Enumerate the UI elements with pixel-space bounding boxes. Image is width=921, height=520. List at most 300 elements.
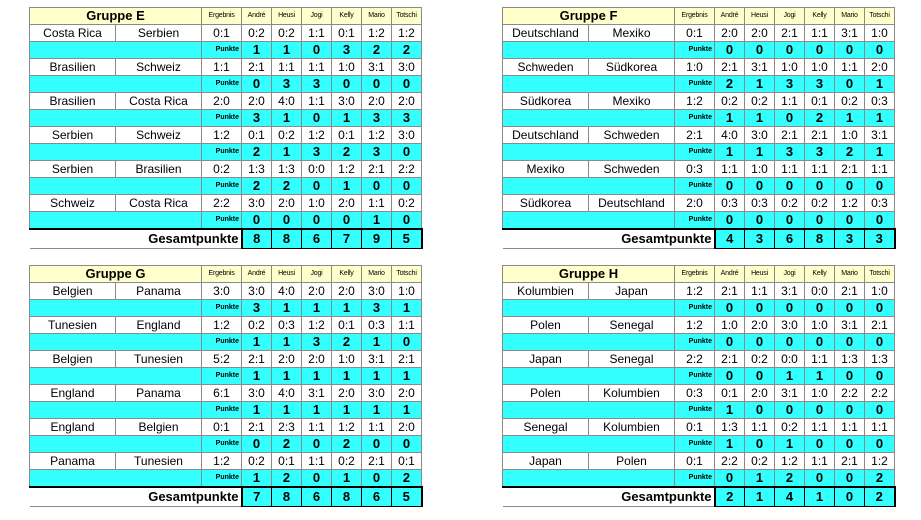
points-cell: 1: [272, 110, 302, 127]
points-cell: 1: [332, 178, 362, 195]
tip-cell: 1:1: [835, 419, 865, 436]
tip-cell: 3:0: [242, 283, 272, 300]
tip-cell: 0:2: [745, 351, 775, 368]
points-cell: 2: [332, 144, 362, 161]
points-cell: 0: [242, 436, 272, 453]
tip-cell: 2:1: [775, 25, 805, 42]
match-result: 1:2: [202, 317, 242, 334]
points-label: Punkte: [675, 300, 715, 317]
column-header: Ergebnis: [202, 266, 242, 283]
tip-cell: 1:0: [745, 161, 775, 178]
points-cell: 0: [805, 42, 835, 59]
tip-cell: 1:1: [272, 59, 302, 76]
tip-cell: 3:0: [392, 59, 422, 76]
tip-cell: 2:2: [835, 385, 865, 402]
tip-cell: 1:1: [745, 283, 775, 300]
totals-row: [503, 487, 895, 507]
away-team: Senegal: [589, 317, 675, 334]
points-spacer: [503, 300, 675, 317]
tip-cell: 1:2: [865, 453, 895, 470]
points-cell: 0: [242, 212, 272, 230]
points-cell: 0: [805, 212, 835, 230]
tip-cell: 0:1: [715, 385, 745, 402]
points-spacer: [30, 402, 202, 419]
points-cell: 0: [835, 368, 865, 385]
points-label: Punkte: [202, 436, 242, 453]
home-team: Brasilien: [30, 59, 116, 76]
tip-cell: 2:1: [362, 453, 392, 470]
match-result: 1:2: [675, 317, 715, 334]
tip-cell: 2:0: [332, 195, 362, 212]
tip-cell: 4:0: [715, 127, 745, 144]
column-header: André: [242, 266, 272, 283]
points-cell: 1: [715, 110, 745, 127]
home-team: Serbien: [30, 127, 116, 144]
points-row: [503, 212, 895, 230]
match-row: [503, 351, 895, 368]
home-team: Belgien: [30, 351, 116, 368]
points-cell: 0: [775, 110, 805, 127]
points-cell: 0: [745, 368, 775, 385]
points-spacer: [503, 144, 675, 161]
points-cell: 3: [242, 110, 272, 127]
column-header: Heusi: [272, 8, 302, 25]
tip-cell: 0:1: [332, 317, 362, 334]
points-cell: 0: [392, 334, 422, 351]
total-label: Gesamtpunkte: [503, 229, 715, 249]
points-cell: 1: [242, 368, 272, 385]
tip-cell: 0:2: [715, 93, 745, 110]
column-header: André: [242, 8, 272, 25]
tip-cell: 1:2: [302, 317, 332, 334]
tip-cell: 3:1: [865, 127, 895, 144]
points-row: [503, 110, 895, 127]
points-cell: 1: [835, 110, 865, 127]
points-spacer: [30, 42, 202, 59]
tip-cell: 2:0: [715, 25, 745, 42]
group-title: Gruppe G: [30, 266, 202, 283]
tip-cell: 0:0: [775, 351, 805, 368]
tip-cell: 3:1: [362, 59, 392, 76]
group-table: [29, 265, 423, 507]
group-title: Gruppe F: [503, 8, 675, 25]
group-header-row: [30, 8, 422, 25]
points-cell: 1: [715, 144, 745, 161]
away-team: Schweden: [589, 161, 675, 178]
tip-cell: 1:1: [362, 419, 392, 436]
away-team: Mexiko: [589, 25, 675, 42]
points-cell: 1: [332, 300, 362, 317]
total-points-cell: 8: [332, 487, 362, 507]
group-header-row: [30, 266, 422, 283]
points-cell: 0: [392, 178, 422, 195]
tip-cell: 4:0: [272, 93, 302, 110]
points-label: Punkte: [675, 144, 715, 161]
column-header: Kelly: [805, 266, 835, 283]
match-result: 0:3: [675, 161, 715, 178]
total-points-cell: 8: [805, 229, 835, 249]
tip-cell: 2:1: [715, 283, 745, 300]
points-cell: 0: [745, 42, 775, 59]
points-spacer: [503, 178, 675, 195]
column-header: Jogi: [302, 266, 332, 283]
tip-cell: 0:2: [242, 317, 272, 334]
points-cell: 0: [332, 76, 362, 93]
tip-cell: 1:1: [775, 161, 805, 178]
column-header: Totschi: [865, 8, 895, 25]
match-result: 5:2: [202, 351, 242, 368]
points-label: Punkte: [202, 178, 242, 195]
match-result: 0:1: [202, 25, 242, 42]
points-cell: 0: [745, 436, 775, 453]
tip-cell: 0:1: [805, 93, 835, 110]
tip-cell: 3:0: [362, 385, 392, 402]
column-header: Mario: [835, 8, 865, 25]
match-row: [503, 161, 895, 178]
tip-cell: 2:1: [715, 59, 745, 76]
match-row: [30, 161, 422, 178]
column-header: Kelly: [332, 8, 362, 25]
total-points-cell: 6: [775, 229, 805, 249]
points-cell: 1: [302, 368, 332, 385]
tip-cell: 2:3: [272, 419, 302, 436]
points-cell: 3: [805, 76, 835, 93]
tip-cell: 2:1: [865, 317, 895, 334]
tip-cell: 2:1: [392, 351, 422, 368]
points-row: [503, 42, 895, 59]
points-cell: 0: [362, 178, 392, 195]
points-cell: 1: [392, 300, 422, 317]
points-row: [503, 300, 895, 317]
points-row: [30, 212, 422, 230]
tip-cell: 2:0: [745, 25, 775, 42]
points-cell: 2: [272, 470, 302, 488]
points-cell: 3: [362, 300, 392, 317]
points-cell: 0: [805, 436, 835, 453]
total-points-cell: 6: [302, 229, 332, 249]
points-label: Punkte: [675, 470, 715, 488]
tip-cell: 1:1: [362, 195, 392, 212]
tip-cell: 0:3: [272, 317, 302, 334]
tip-cell: 4:0: [272, 385, 302, 402]
points-cell: 0: [392, 144, 422, 161]
tip-cell: 1:1: [835, 59, 865, 76]
tip-cell: 1:0: [302, 195, 332, 212]
match-row: [503, 25, 895, 42]
column-header: André: [715, 266, 745, 283]
tip-cell: 0:2: [835, 93, 865, 110]
away-team: Belgien: [116, 419, 202, 436]
group-title: Gruppe E: [30, 8, 202, 25]
match-row: [30, 385, 422, 402]
tip-cell: 1:3: [242, 161, 272, 178]
tip-cell: 3:0: [362, 283, 392, 300]
total-points-cell: 8: [272, 229, 302, 249]
column-header: Mario: [362, 8, 392, 25]
tip-cell: 0:2: [745, 93, 775, 110]
points-cell: 0: [835, 334, 865, 351]
points-spacer: [30, 212, 202, 230]
tip-cell: 2:2: [392, 161, 422, 178]
home-team: Panama: [30, 453, 116, 470]
points-row: [503, 144, 895, 161]
column-header: Jogi: [302, 8, 332, 25]
away-team: Tunesien: [116, 351, 202, 368]
total-points-cell: 3: [865, 229, 895, 249]
tip-cell: 1:3: [272, 161, 302, 178]
points-cell: 0: [392, 76, 422, 93]
home-team: Belgien: [30, 283, 116, 300]
match-row: [30, 419, 422, 436]
tip-cell: 2:1: [805, 127, 835, 144]
points-label: Punkte: [675, 178, 715, 195]
total-points-cell: 5: [392, 487, 422, 507]
tip-cell: 1:1: [865, 419, 895, 436]
tip-cell: 2:1: [242, 351, 272, 368]
points-cell: 2: [362, 42, 392, 59]
points-cell: 1: [715, 402, 745, 419]
points-cell: 0: [865, 402, 895, 419]
points-label: Punkte: [202, 144, 242, 161]
points-cell: 0: [775, 212, 805, 230]
points-cell: 1: [272, 402, 302, 419]
tip-cell: 1:3: [835, 351, 865, 368]
tip-cell: 2:0: [302, 283, 332, 300]
match-row: [503, 283, 895, 300]
points-row: [30, 110, 422, 127]
points-cell: 0: [775, 402, 805, 419]
points-cell: 1: [272, 334, 302, 351]
home-team: England: [30, 419, 116, 436]
total-points-cell: 7: [242, 487, 272, 507]
match-row: [503, 317, 895, 334]
points-cell: 0: [745, 300, 775, 317]
match-result: 2:2: [675, 351, 715, 368]
points-spacer: [503, 470, 675, 488]
points-spacer: [503, 402, 675, 419]
points-cell: 0: [865, 42, 895, 59]
tip-cell: 3:0: [775, 317, 805, 334]
tip-cell: 0:1: [242, 127, 272, 144]
points-spacer: [30, 334, 202, 351]
points-cell: 3: [302, 334, 332, 351]
points-cell: 1: [332, 402, 362, 419]
points-label: Punkte: [675, 334, 715, 351]
points-cell: 0: [835, 300, 865, 317]
tip-cell: 1:1: [715, 161, 745, 178]
points-label: Punkte: [202, 334, 242, 351]
tip-cell: 0:1: [272, 453, 302, 470]
points-row: [503, 402, 895, 419]
points-label: Punkte: [675, 368, 715, 385]
tip-cell: 2:1: [835, 161, 865, 178]
points-row: [503, 178, 895, 195]
away-team: England: [116, 317, 202, 334]
home-team: Kolumbien: [503, 283, 589, 300]
match-row: [30, 453, 422, 470]
points-cell: 0: [835, 178, 865, 195]
points-spacer: [30, 470, 202, 488]
match-row: [503, 195, 895, 212]
home-team: Costa Rica: [30, 25, 116, 42]
points-cell: 3: [775, 76, 805, 93]
points-row: [30, 300, 422, 317]
tip-cell: 0:2: [272, 127, 302, 144]
tip-cell: 1:0: [805, 317, 835, 334]
tip-cell: 2:1: [242, 419, 272, 436]
match-result: 1:1: [202, 59, 242, 76]
tip-cell: 3:1: [775, 385, 805, 402]
match-result: 0:1: [202, 419, 242, 436]
tip-cell: 0:2: [745, 453, 775, 470]
home-team: Polen: [503, 317, 589, 334]
points-spacer: [30, 300, 202, 317]
column-header: Heusi: [745, 8, 775, 25]
points-cell: 0: [805, 178, 835, 195]
tip-cell: 1:0: [805, 385, 835, 402]
match-result: 0:1: [675, 453, 715, 470]
group-table: [502, 265, 896, 507]
points-row: [503, 470, 895, 488]
points-cell: 1: [362, 402, 392, 419]
away-team: Costa Rica: [116, 93, 202, 110]
total-points-cell: 4: [775, 487, 805, 507]
match-result: 1:2: [675, 93, 715, 110]
tip-cell: 1:0: [865, 25, 895, 42]
points-cell: 1: [332, 110, 362, 127]
tip-cell: 2:0: [745, 317, 775, 334]
points-cell: 1: [362, 212, 392, 230]
points-label: Punkte: [675, 436, 715, 453]
points-label: Punkte: [202, 402, 242, 419]
points-cell: 1: [332, 368, 362, 385]
points-cell: 2: [865, 470, 895, 488]
points-cell: 1: [332, 470, 362, 488]
tip-cell: 1:3: [715, 419, 745, 436]
tip-cell: 3:1: [745, 59, 775, 76]
points-label: Punkte: [675, 402, 715, 419]
tip-cell: 2:1: [835, 283, 865, 300]
tip-cell: 2:0: [865, 59, 895, 76]
match-row: [30, 351, 422, 368]
points-spacer: [30, 178, 202, 195]
tip-cell: 1:1: [302, 419, 332, 436]
tip-cell: 0:0: [805, 283, 835, 300]
match-result: 1:2: [675, 283, 715, 300]
column-header: Totschi: [392, 8, 422, 25]
points-label: Punkte: [202, 42, 242, 59]
total-points-cell: 6: [362, 487, 392, 507]
points-cell: 2: [332, 334, 362, 351]
points-cell: 3: [362, 144, 392, 161]
points-cell: 0: [302, 470, 332, 488]
tip-cell: 2:0: [745, 385, 775, 402]
tip-cell: 1:2: [332, 161, 362, 178]
match-result: 2:0: [675, 195, 715, 212]
points-label: Punkte: [202, 300, 242, 317]
away-team: Brasilien: [116, 161, 202, 178]
points-cell: 0: [715, 334, 745, 351]
column-header: Totschi: [865, 266, 895, 283]
points-cell: 0: [745, 178, 775, 195]
points-cell: 2: [242, 178, 272, 195]
tip-cell: 2:0: [242, 93, 272, 110]
points-label: Punkte: [202, 212, 242, 230]
points-spacer: [503, 212, 675, 230]
points-cell: 2: [332, 436, 362, 453]
points-cell: 3: [332, 42, 362, 59]
points-cell: 2: [272, 178, 302, 195]
tip-cell: 2:0: [392, 419, 422, 436]
match-row: [30, 127, 422, 144]
points-cell: 1: [272, 300, 302, 317]
tip-cell: 1:1: [302, 453, 332, 470]
points-cell: 0: [835, 470, 865, 488]
points-cell: 1: [745, 470, 775, 488]
points-spacer: [503, 436, 675, 453]
home-team: Schweiz: [30, 195, 116, 212]
tip-cell: 1:2: [362, 127, 392, 144]
points-cell: 0: [362, 76, 392, 93]
tip-cell: 2:0: [272, 195, 302, 212]
points-cell: 0: [865, 178, 895, 195]
points-cell: 0: [715, 212, 745, 230]
points-cell: 1: [805, 368, 835, 385]
tip-cell: 1:0: [715, 317, 745, 334]
match-row: [503, 127, 895, 144]
away-team: Schweiz: [116, 127, 202, 144]
home-team: Deutschland: [503, 127, 589, 144]
points-cell: 0: [865, 436, 895, 453]
totals-row: [30, 229, 422, 249]
tip-cell: 2:2: [715, 453, 745, 470]
points-cell: 3: [775, 144, 805, 161]
points-cell: 3: [272, 76, 302, 93]
match-row: [503, 93, 895, 110]
tip-cell: 0:3: [715, 195, 745, 212]
away-team: Japan: [589, 283, 675, 300]
totals-row: [503, 229, 895, 249]
points-cell: 0: [242, 76, 272, 93]
points-cell: 0: [835, 436, 865, 453]
points-cell: 0: [775, 334, 805, 351]
tip-cell: 3:0: [242, 195, 272, 212]
match-row: [30, 283, 422, 300]
points-cell: 0: [805, 334, 835, 351]
home-team: Tunesien: [30, 317, 116, 334]
tip-cell: 1:1: [775, 93, 805, 110]
group-title: Gruppe H: [503, 266, 675, 283]
tip-cell: 2:1: [362, 161, 392, 178]
points-row: [503, 368, 895, 385]
match-row: [30, 25, 422, 42]
tip-cell: 1:0: [805, 59, 835, 76]
away-team: Tunesien: [116, 453, 202, 470]
match-row: [503, 419, 895, 436]
points-spacer: [30, 144, 202, 161]
tip-cell: 0:2: [775, 419, 805, 436]
away-team: Schweiz: [116, 59, 202, 76]
points-cell: 3: [805, 144, 835, 161]
match-row: [30, 59, 422, 76]
points-cell: 1: [272, 42, 302, 59]
tip-cell: 3:1: [835, 317, 865, 334]
match-result: 2:1: [675, 127, 715, 144]
tip-cell: 2:0: [392, 93, 422, 110]
total-points-cell: 5: [392, 229, 422, 249]
tip-cell: 1:1: [805, 25, 835, 42]
points-cell: 2: [715, 76, 745, 93]
